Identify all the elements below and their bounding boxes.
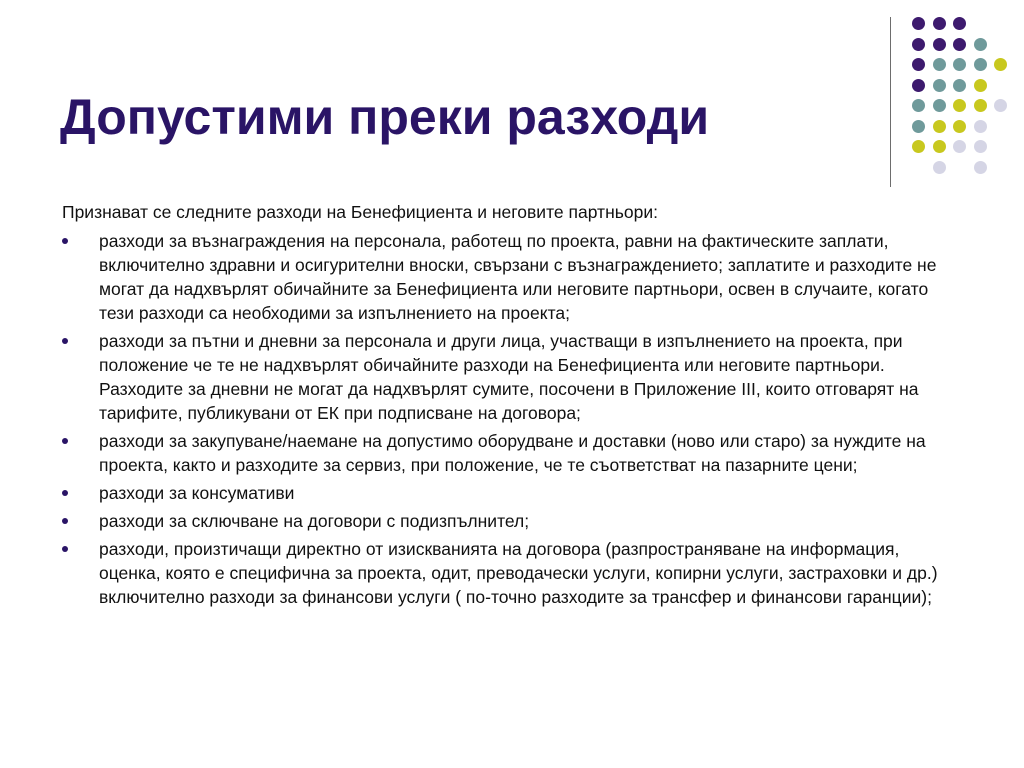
decorative-dot xyxy=(974,99,987,112)
decorative-dot xyxy=(933,140,946,153)
decorative-dot xyxy=(912,58,925,71)
list-item xyxy=(62,509,962,533)
decorative-dot xyxy=(912,17,925,30)
list-item xyxy=(62,229,962,325)
intro-text: Признават се следните разходи на Бенефициента и неговите партньори: xyxy=(62,202,658,222)
decorative-dot xyxy=(974,120,987,133)
decorative-dot xyxy=(953,58,966,71)
decorative-dot xyxy=(912,38,925,51)
bullet-icon xyxy=(62,490,68,496)
bullet-icon xyxy=(62,438,68,444)
decorative-dot xyxy=(933,38,946,51)
list-item-text: разходи, произтичащи директно от изискванията на договора (разпространяване на информация, оценка, която е специфична за проекта, одит, преводачески услуги, копирни услуги, застраховки и др.) включително разходи за финансови услуги ( по-точно разходите за трансфер и финансови гаранции); xyxy=(99,539,938,607)
decorative-dot xyxy=(953,99,966,112)
decorative-dot xyxy=(974,79,987,92)
decorative-dot xyxy=(933,17,946,30)
bullet-icon xyxy=(62,518,68,524)
decorative-dot xyxy=(912,120,925,133)
decorative-dot xyxy=(933,79,946,92)
bullet-icon xyxy=(62,238,68,244)
decorative-dot xyxy=(974,140,987,153)
decorative-dot xyxy=(933,58,946,71)
bullet-list xyxy=(62,229,962,609)
list-item-text: разходи за пътни и дневни за персонала и други лица, участващи в изпълнението на проекта, при положение че те не надхвърлят обичайните разходи на Бенефициента или неговите партньори. Разходите за дневни не могат да надхвърлят сумите, посочени в Приложение III, които отговарят на тарифите, публикувани от ЕК при подписване на договора; xyxy=(99,331,919,423)
decorative-dot xyxy=(912,99,925,112)
list-item xyxy=(62,537,962,609)
list-item-text: разходи за сключване на договори с подизпълнител; xyxy=(99,511,530,531)
decorative-dot xyxy=(974,161,987,174)
list-item-text: разходи за възнаграждения на персонала, работещ по проекта, равни на фактическите заплати, включително здравни и осигурителни вноски, свързани с възнаграждението; заплатите и разходите не могат да надхвърлят обичайните за Бенефициента или неговите партньори, освен в случаите, когато тези разходи са необходими за изпълнението на проекта; xyxy=(99,231,937,323)
decorative-dot xyxy=(953,38,966,51)
vertical-divider xyxy=(890,17,891,187)
decorative-dot xyxy=(953,17,966,30)
slide-body xyxy=(62,200,962,613)
bullet-icon xyxy=(62,546,68,552)
slide-title: Допустими преки разходи xyxy=(60,89,710,145)
decorative-dot xyxy=(953,79,966,92)
list-item-text: разходи за закупуване/наемане на допустимо оборудване и доставки (ново или старо) за нуждите на проекта, както и разходите за сервиз, при положение, че те съответстват на пазарните цени; xyxy=(99,431,926,475)
decorative-dot xyxy=(953,140,966,153)
list-item xyxy=(62,329,962,425)
decorative-dot xyxy=(912,79,925,92)
bullet-icon xyxy=(62,338,68,344)
decorative-dot xyxy=(974,58,987,71)
decorative-dot xyxy=(994,99,1007,112)
decorative-dot xyxy=(912,140,925,153)
list-item xyxy=(62,481,962,505)
decorative-dot xyxy=(974,38,987,51)
decorative-dot xyxy=(933,120,946,133)
decorative-dot xyxy=(933,99,946,112)
decorative-dot xyxy=(953,120,966,133)
decorative-dot xyxy=(994,58,1007,71)
list-item xyxy=(62,429,962,477)
list-item-text: разходи за консумативи xyxy=(99,483,295,503)
decorative-dot xyxy=(933,161,946,174)
